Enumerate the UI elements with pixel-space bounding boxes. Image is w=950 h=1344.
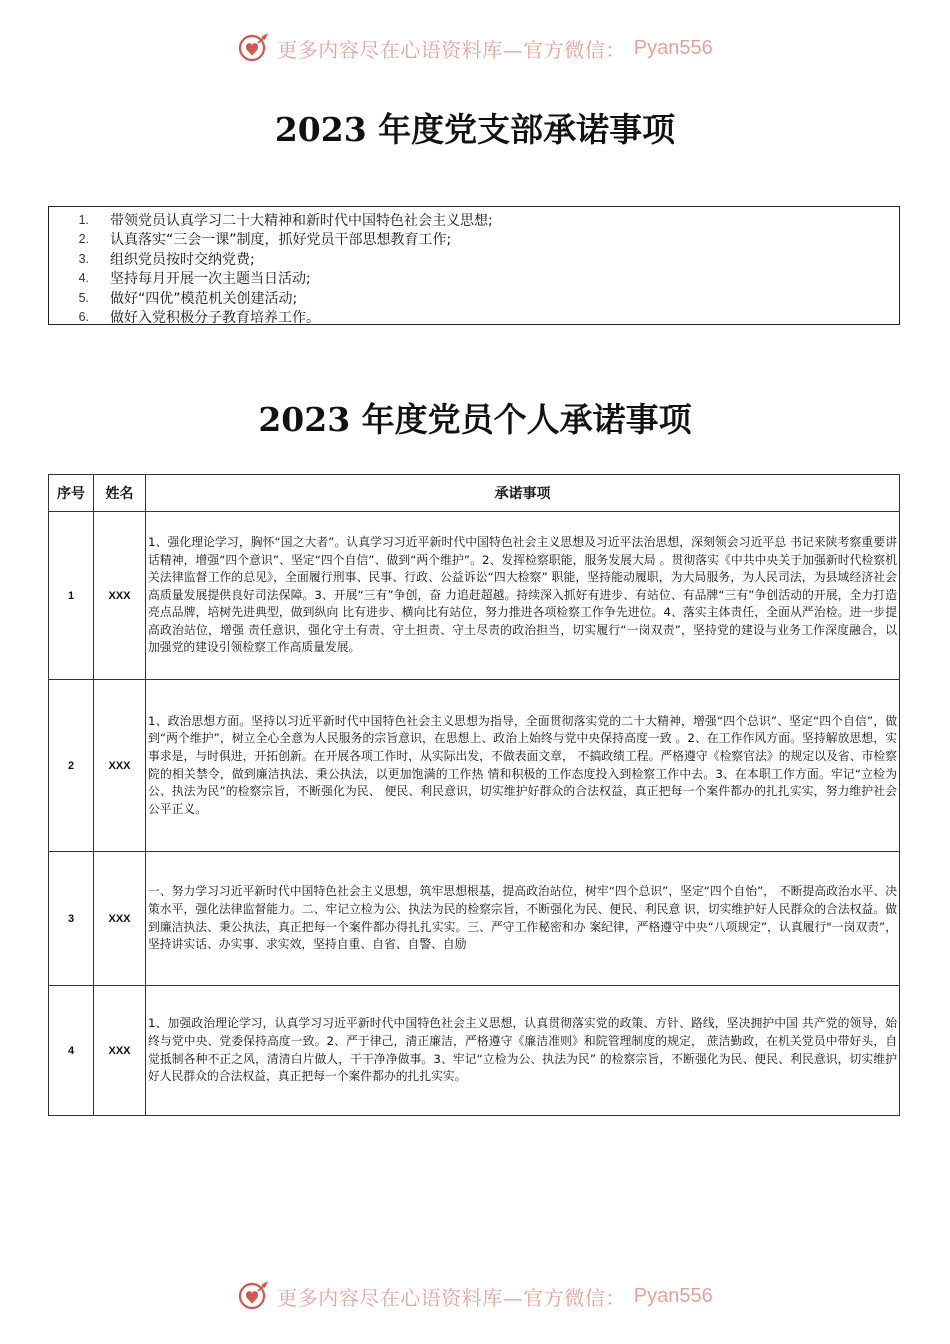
table-header-row [49, 475, 900, 512]
row-name: XXX [94, 986, 146, 1116]
table-row [49, 986, 900, 1116]
watermark-text: 更多内容尽在心语资料库—官方微信： [277, 37, 626, 62]
list-item [49, 269, 899, 289]
row-content: 1、强化理论学习，胸怀“国之大者”。认真学习习近平新时代中国特色社会主义思想及习近平法治思想，深刻领会习近平总 书记来陕考察重要讲话精神，增强“四个意识”、坚定“四个自信”、做到“两个维护”。2、发挥检察职能，服务发展大局 。贯彻落实《中共中央关于加强新时代检察机关法律监督工作的总见》，全面履行刑事、民事、行政、公益诉讼“四大检察” 职能，坚持能动履职，为大局服务，为人民司法，为县域经济社会高质量发展提供良好司法保障。3、开展“三有”争创，奋 力追赶超越。持续深入抓好有进步、有站位、有品牌“三有”争创活动的开展，全力打造亮点品牌，培树先进典型，做到纵向 比有进步、横向比有站位，努力推进各项检察工作争先进位。4、落实主体责任，全面从严治检。进一步提高政治站位，增强 责任意识，强化守土有责、守土担责、守土尽责的政治担当，切实履行“一岗双责”，坚持党的建设与业务工作深度融合，以 加强党的建设引领检察工作高质量发展。 [146, 512, 900, 680]
watermark-handle: Pyan556 [633, 36, 713, 59]
list-item-number: 3. [78, 251, 89, 266]
header-content: 承诺事项 [146, 475, 900, 512]
list-item-text: 做好入党积极分子教育培养工作。 [110, 310, 320, 327]
row-name: XXX [94, 680, 146, 852]
header-seq: 序号 [49, 475, 94, 512]
table-row [49, 680, 900, 852]
list-item-text: 做好“四优”模范机关创建活动; [110, 290, 298, 307]
list-item [49, 308, 899, 328]
list-item-number: 6. [78, 310, 89, 325]
branch-pledge-list [48, 206, 900, 325]
row-content: 1、政治思想方面。坚持以习近平新时代中国特色社会主义思想为指导，全面贯彻落实党的二十大精神，增强“四个总识”、坚定“四个自信”，做到“两个维护”，树立全心全意为人民服务的宗旨意识，在思想上、政治上始终与党中央保持高度一致 。2、在工作作风方面。坚持解放思想，实事求是，与时俱进，开拓创新。在开展各项工作时，从实际出发，不做表面文章， 不搞政绩工程。严格遵守《检察官法》的规定以及省、市检察院的相关禁令，做到廉洁执法、秉公执法，以更加饱满的工作热 情和积极的工作态度投入到检察工作中去。3、在本职工作方面。牢记“立检为公、执法为民”的检察宗旨，不断强化为民、 便民、利民意识，切实维护好群众的合法权益，真正把每一个案件都办的扎扎实实，努力维护社会公平正义。 [146, 680, 900, 852]
watermark-text: 更多内容尽在心语资料库—官方微信： [277, 1285, 626, 1310]
list-item [49, 249, 899, 269]
list-item-text: 认真落实“三会一课”制度，抓好党员干部思想教育工作; [110, 232, 452, 249]
watermark-header [0, 28, 950, 68]
list-item-number: 2. [78, 232, 89, 247]
watermark-handle: Pyan556 [633, 1284, 713, 1307]
row-seq: 2 [49, 680, 94, 852]
list-item [49, 288, 899, 308]
watermark-footer [0, 1276, 950, 1316]
row-content: 1、加强政治理论学习，认真学习习近平新时代中国特色社会主义思想，认真贯彻落实党的政策、方针、路线，坚决拥护中国 共产党的领导，始终与党中央、党委保持高度一致。2、严于律己，清正廉洁，严格遵守《廉洁准则》和院管理制度的规定， 蔗洁勤政，在机关党员中带好头，自觉抵制各种不正之风，清清白片做人，干干净净做事。3、牢记“立检为公、执法为民” 的检察宗旨，不断强化为民、便民、利民意识，切实维护好人民群众的合法权益，真正把每一个案件都办的扎扎实实。 [146, 986, 900, 1116]
table-row [49, 852, 900, 986]
row-name: XXX [94, 512, 146, 680]
row-seq: 3 [49, 852, 94, 986]
row-seq: 1 [49, 512, 94, 680]
list-item [49, 230, 899, 250]
list-item-number: 5. [78, 290, 89, 305]
personal-title: 2023 年度党员个人承诺事项 [258, 400, 692, 439]
row-seq: 4 [49, 986, 94, 1116]
list-item [49, 210, 899, 230]
personal-pledge-table [48, 474, 900, 1116]
row-content: 一、努力学习习近平新时代中国特色社会主义思想，筑牢思想根基，提高政治站位，树牢“四个总识”，坚定“四个自怡”， 不断提高政治水平、决策水平，强化法律监督能力。二、牢记立检为公、执法为民的检察宗旨，不断强化为民、便民、利民意 识，切实维护好人民群众的合法权益。做到廉洁执法、秉公执法，真正把每一个案件都办得扎扎实实。三、严守工作秘密和办 案纪律，严格遵守中央“八项规定”，认真履行"一岗双责”，坚持讲实话、办实事、求实效，坚持自重、自省、自警、自励 [146, 852, 900, 986]
heart-logo-icon [237, 1279, 271, 1313]
branch-title: 2023 年度党支部承诺事项 [274, 110, 676, 149]
heart-logo-icon [237, 31, 271, 65]
list-item-text: 带领党员认真学习二十大精神和新时代中国特色社会主义思想; [110, 212, 493, 229]
list-item-number: 1. [78, 212, 89, 227]
header-name: 姓名 [94, 475, 146, 512]
list-item-text: 坚持每月开展一次主题当日活动; [110, 271, 311, 288]
table-row [49, 512, 900, 680]
list-item-number: 4. [78, 271, 89, 286]
row-name: XXX [94, 852, 146, 986]
list-item-text: 组织党员按时交纳党费; [110, 251, 255, 268]
